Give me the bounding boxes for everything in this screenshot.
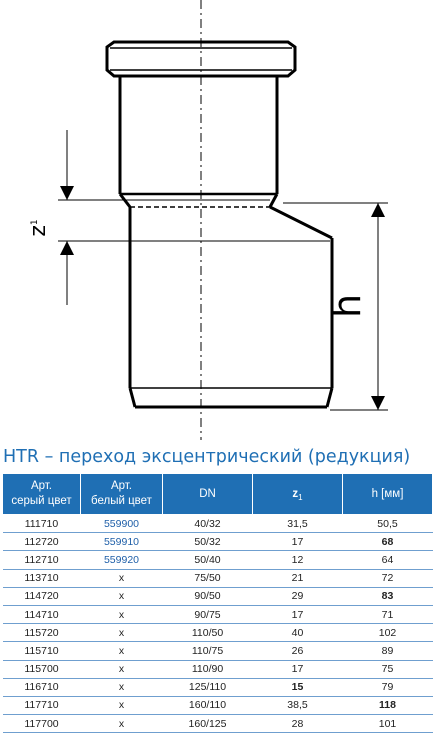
cell-dn: 90/75 [163,605,253,623]
cell-art-grey: 117710 [3,696,81,714]
cell-z1: 21 [253,569,343,587]
header-dn: DN [163,474,253,515]
h-arrow-down-icon [371,396,385,410]
cell-z1: 29 [253,587,343,605]
cell-dn: 110/75 [163,642,253,660]
cell-art-grey: 112710 [3,551,81,569]
cell-z1: 17 [253,533,343,551]
table-row [3,660,433,678]
page-title: HTR – переход эксцентрический (редукция) [3,447,411,467]
table-row [3,715,433,733]
cell-z1: 38,5 [253,696,343,714]
cell-h: 64 [343,551,433,569]
cell-art-grey: 115700 [3,660,81,678]
cell-h: 79 [343,678,433,696]
cell-h: 102 [343,624,433,642]
cell-dn: 50/32 [163,533,253,551]
table-row [3,605,433,623]
table-row [3,696,433,714]
cell-h: 118 [343,696,433,714]
transition-right-taper [270,194,277,207]
cell-art-white: x [81,587,163,605]
table-row [3,624,433,642]
cell-h: 75 [343,660,433,678]
z1-arrow-up-icon [60,241,74,255]
cell-art-white: 559900 [81,515,163,533]
header-art-grey: Арт. серый цвет [3,474,81,515]
cell-dn: 110/50 [163,624,253,642]
cell-art-grey: 112720 [3,533,81,551]
cell-z1: 31,5 [253,515,343,533]
cell-art-white: x [81,569,163,587]
header-art-white: Арт. белый цвет [81,474,163,515]
cell-dn: 160/125 [163,715,253,733]
header-z1: $z_1$ [253,474,343,515]
z1-arrow-down-icon [60,186,74,200]
cell-z1: 28 [253,715,343,733]
cell-z1: 26 [253,642,343,660]
cell-h: 89 [343,642,433,660]
cell-art-white: x [81,715,163,733]
table-row [3,678,433,696]
cell-art-white: x [81,660,163,678]
cell-z1: 17 [253,660,343,678]
cell-dn: 40/32 [163,515,253,533]
cell-h: 72 [343,569,433,587]
table-row [3,642,433,660]
table-row [3,515,433,533]
h-arrow-up-icon [371,203,385,217]
cell-art-grey: 114710 [3,605,81,623]
cell-dn: 75/50 [163,569,253,587]
cell-art-white: x [81,642,163,660]
cell-h: 68 [343,533,433,551]
cell-h: 71 [343,605,433,623]
cell-art-grey: 115710 [3,642,81,660]
cell-art-grey: 111710 [3,515,81,533]
cell-dn: 90/50 [163,587,253,605]
cell-art-white: x [81,605,163,623]
cell-art-grey: 114720 [3,587,81,605]
lower-left-chamfer [130,388,135,407]
cell-h: 101 [343,715,433,733]
cell-dn: 50/40 [163,551,253,569]
table-row [3,533,433,551]
table-row [3,587,433,605]
cell-dn: 110/90 [163,660,253,678]
cell-h: 83 [343,587,433,605]
table-row [3,569,433,587]
cell-z1: 17 [253,605,343,623]
cell-art-white: 559910 [81,533,163,551]
header-h: h [мм] [343,474,433,515]
cell-z1: 40 [253,624,343,642]
cell-art-grey: 117700 [3,715,81,733]
cell-h: 50,5 [343,515,433,533]
cell-art-white: x [81,624,163,642]
cell-art-white: x [81,678,163,696]
h-label: h [325,293,369,319]
eccentric-slope-line [270,207,332,238]
table-header-row [3,474,433,515]
cell-art-white: 559920 [81,551,163,569]
lower-right-chamfer [327,388,332,407]
cell-art-grey: 116710 [3,678,81,696]
cell-art-white: x [81,696,163,714]
z1-label: $z^1$ [26,219,51,237]
cell-art-grey: 115720 [3,624,81,642]
cell-dn: 125/110 [163,678,253,696]
table-row [3,551,433,569]
cell-art-grey: 113710 [3,569,81,587]
spec-table [2,473,433,733]
cell-dn: 160/110 [163,696,253,714]
cell-z1: 15 [253,678,343,696]
cell-z1: 12 [253,551,343,569]
